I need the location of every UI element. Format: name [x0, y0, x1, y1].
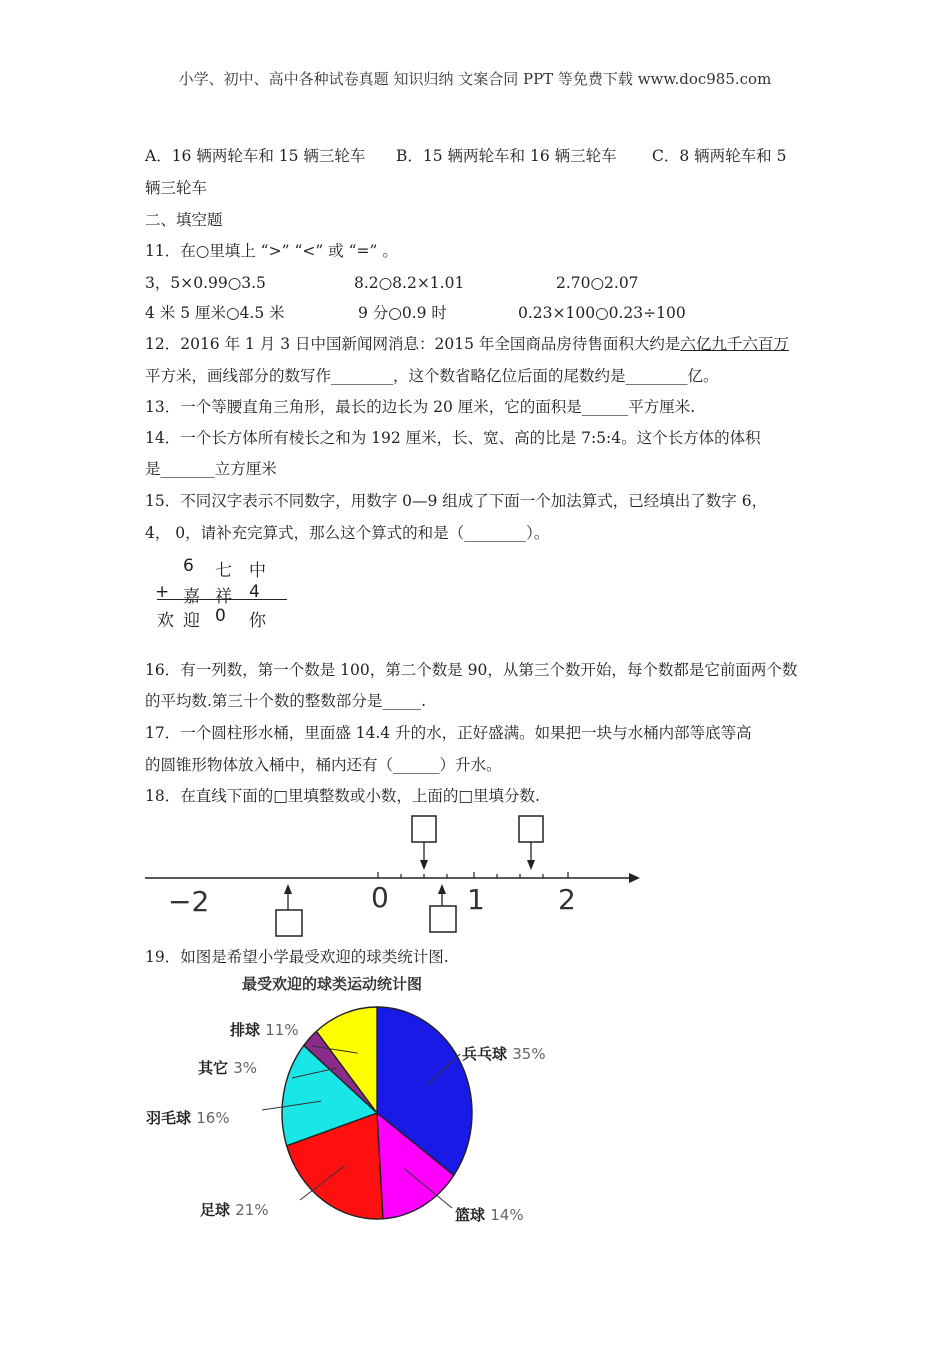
pie-label-name: 兵乓球 — [462, 1045, 513, 1063]
pie-chart — [0, 968, 950, 1248]
digit: 你 — [249, 611, 266, 631]
pie-label-value: 35% — [512, 1045, 546, 1063]
q19-stem: 19．如图是希望小学最受欢迎的球类统计图. — [145, 948, 449, 966]
q10-option-c-cont: 辆三轮车 — [145, 179, 208, 197]
number-line — [0, 810, 950, 940]
q10-option-c: C．8 辆两轮车和 5 — [652, 147, 787, 165]
pie-label-value: 14% — [490, 1206, 524, 1224]
pie-label-name: 羽毛球 — [146, 1109, 197, 1127]
pie-label — [455, 1206, 524, 1224]
pie-label — [230, 1021, 299, 1039]
section-title: 二、填空题 — [145, 211, 223, 229]
q13: 13．一个等腰直角三角形，最长的边长为 20 厘米，它的面积是______平方厘米. — [145, 398, 696, 416]
answer-box[interactable] — [412, 816, 436, 842]
digit: 中 — [249, 561, 266, 581]
q10-option-a: A．16 辆两轮车和 15 辆三轮车 — [145, 147, 366, 165]
pie-label-name: 其它 — [198, 1059, 234, 1077]
arrowhead-icon — [629, 873, 640, 883]
digit: 祥 — [215, 587, 232, 607]
ticks — [378, 872, 568, 878]
q16-line2: 的平均数.第三十个数的整数部分是_____. — [145, 692, 427, 710]
chart-title: 最受欢迎的球类运动统计图 — [242, 975, 423, 993]
q12-line1 — [145, 334, 789, 354]
digit: 4 — [249, 582, 260, 602]
pie-label — [462, 1045, 546, 1063]
digit: 6 — [183, 556, 194, 576]
addition-puzzle — [153, 556, 293, 634]
q11-item: 3，5×0.99○3.5 — [145, 274, 266, 292]
answer-box[interactable] — [276, 910, 302, 936]
pie-label-value: 11% — [265, 1021, 299, 1039]
arrow-down-icon — [527, 860, 535, 870]
pie-label-name: 足球 — [200, 1201, 236, 1219]
answer-box[interactable] — [430, 906, 456, 932]
digit: 七 — [215, 561, 232, 581]
tick-label: 0 — [371, 881, 389, 914]
digit: 迎 — [183, 611, 200, 631]
q14-line2: 是_______立方厘米 — [145, 460, 277, 478]
q11-stem: 11．在○里填上 “>” “<” 或 “=” 。 — [145, 242, 398, 260]
q10-option-b: B．15 辆两轮车和 16 辆三轮车 — [396, 147, 617, 165]
q15-line1: 15．不同汉字表示不同数字，用数字 0—9 组成了下面一个加法算式，已经填出了数字 6， — [145, 492, 768, 510]
q17-line2: 的圆锥形物体放入桶中，桶内还有（______）升水。 — [145, 756, 502, 774]
arrow-up-icon — [284, 884, 292, 894]
pie-label-value: 16% — [196, 1109, 230, 1127]
q15-line2: 4， 0，请补充完算式，那么这个算式的和是（________）。 — [145, 524, 550, 542]
q18-stem: 18．在直线下面的□里填整数或小数，上面的□里填分数. — [145, 787, 540, 805]
q11-item: 0.23×100○0.23÷100 — [518, 304, 686, 322]
digit: 嘉 — [183, 587, 200, 607]
pie-label-name: 篮球 — [455, 1206, 491, 1224]
q14-line1: 14．一个长方体所有棱长之和为 192 厘米，长、宽、高的比是 7:5:4。这个长方体的体积 — [145, 429, 761, 447]
sum-line — [157, 599, 287, 600]
digit: 欢 — [157, 611, 174, 631]
q16-line1: 16．有一列数，第一个数是 100，第二个数是 90，从第三个数开始，每个数都是它前面两个数 — [145, 661, 798, 679]
answer-box[interactable] — [519, 816, 543, 842]
pie-label-name: 排球 — [230, 1021, 266, 1039]
q11-item: 4 米 5 厘米○4.5 米 — [145, 304, 285, 322]
pie-label — [200, 1201, 269, 1219]
q11-item: 2.70○2.07 — [556, 274, 639, 292]
arrow-down-icon — [420, 860, 428, 870]
pie-label-value: 3% — [233, 1059, 258, 1077]
q12-underlined-number: 六亿九千六百万 — [680, 335, 789, 353]
pie-slices — [282, 1007, 472, 1219]
pie-label — [198, 1059, 257, 1077]
digit: 0 — [215, 606, 226, 626]
q17-line1: 17．一个圆柱形水桶，里面盛 14.4 升的水，正好盛满。如果把一块与水桶内部等底等高 — [145, 724, 752, 742]
q11-item: 8.2○8.2×1.01 — [354, 274, 465, 292]
arrow-up-icon — [438, 884, 446, 894]
q12-line2: 平方米，画线部分的数写作________，这个数省略亿位后面的尾数约是________亿。 — [145, 367, 719, 385]
pie-label-value: 21% — [235, 1201, 269, 1219]
tick-label: −2 — [168, 885, 210, 918]
q11-item: 9 分○0.9 时 — [358, 304, 447, 322]
page-header: 小学、初中、高中各种试卷真题 知识归纳 文案合同 PPT 等免费下载 www.doc985.com — [178, 70, 772, 88]
tick-label: 1 — [467, 883, 485, 916]
pie-label — [146, 1109, 230, 1127]
tick-label: 2 — [558, 883, 576, 916]
plus-sign: + — [155, 582, 170, 602]
q12-text: 12．2016 年 1 月 3 日中国新闻网消息：2015 年全国商品房待售面积大约是 — [145, 335, 681, 353]
